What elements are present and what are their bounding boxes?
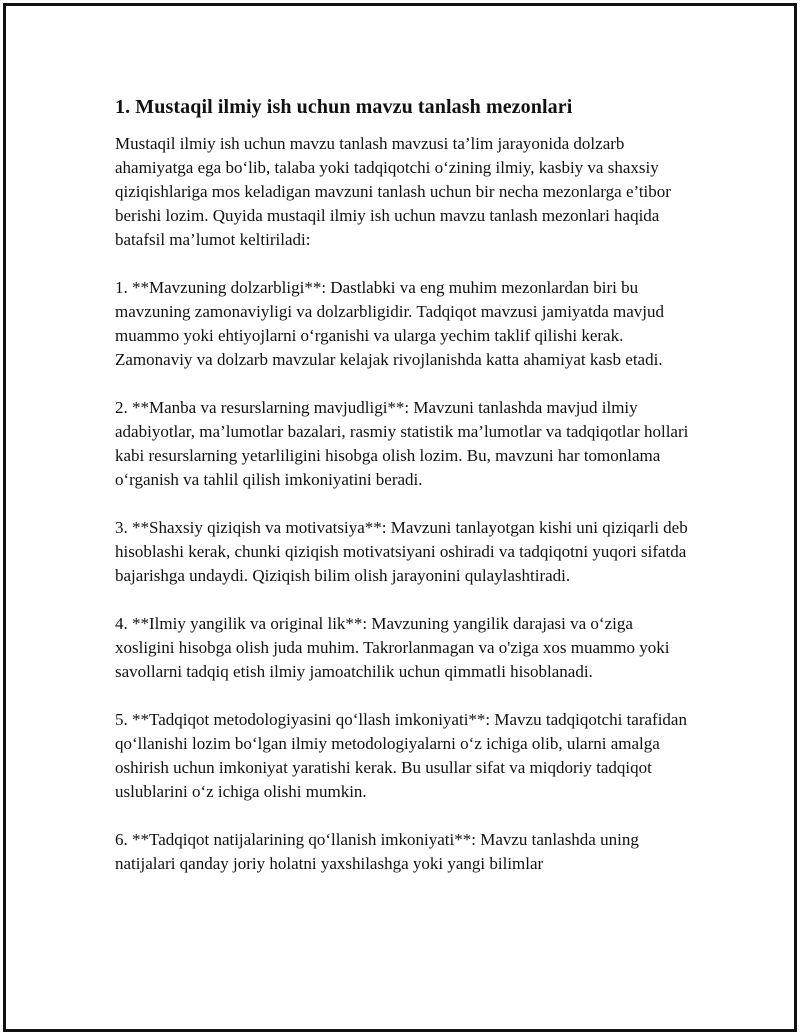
criterion-paragraph-2: 2. **Manba va resurslarning mavjudligi**: Mavzuni tanlashda mavjud ilmiy adabiyotlar, ma’lumotlar bazalari, rasmiy statistik ma’lumotlar va tadqiqotlar hollari kabi resurslarning yetarliligini hisobga olish lozim. Bu, mavzuni har tomonlama o‘rganish va tahlil qilish imkoniyatini beradi. xyxy=(115,398,689,489)
document-body xyxy=(115,94,695,900)
criterion-paragraph-6: 6. **Tadqiqot natijalarining qo‘llanish imkoniyati**: Mavzu tanlashda uning natijalari qanday joriy holatni yaxshilashga yoki yangi bilimlar xyxy=(115,830,639,873)
criterion-paragraph-3: 3. **Shaxsiy qiziqish va motivatsiya**: Mavzuni tanlayotgan kishi uni qiziqarli deb hisoblashi kerak, chunki qiziqish motivatsiyani oshiradi va tadqiqotni yuqori sifatda bajarishga undaydi. Qiziqish bilim olish jarayonini qulaylashtiradi. xyxy=(115,518,688,585)
criterion-paragraph-1: 1. **Mavzuning dolzarbligi**: Dastlabki va eng muhim mezonlardan biri bu mavzuning zamonaviyligi va dolzarbligidir. Tadqiqot mavzusi jamiyatda mavjud muammo yoki ehtiyojlarni o‘rganishi va ularga yechim taklif qilishi kerak. Zamonaviy va dolzarb mavzular kelajak rivojlanishda katta ahamiyat kasb etadi. xyxy=(115,278,664,369)
document-title: 1. Mustaqil ilmiy ish uchun mavzu tanlash mezonlari xyxy=(115,96,573,118)
criterion-paragraph-4: 4. **Ilmiy yangilik va original lik**: Mavzuning yangilik darajasi va o‘ziga xosligini hisobga olish juda muhim. Takrorlanmagan va o'ziga xos muammo yoki savollarni tadqiq etish ilmiy jamoatchilik uchun qimmatli hisoblanadi. xyxy=(115,614,670,681)
criterion-paragraph-5: 5. **Tadqiqot metodologiyasini qo‘llash imkoniyati**: Mavzu tadqiqotchi tarafidan qo‘llanishi lozim bo‘lgan ilmiy metodologiyalarni o‘z ichiga olib, ularni amalga oshirish uchun imkoniyat yaratishi kerak. Bu usullar sifat va miqdoriy tadqiqot uslublarini o‘z ichiga olishi mumkin. xyxy=(115,710,687,801)
intro-paragraph: Mustaqil ilmiy ish uchun mavzu tanlash mavzusi ta’lim jarayonida dolzarb ahamiyatga ega bo‘lib, talaba yoki tadqiqotchi o‘zining ilmiy, kasbiy va shaxsiy qiziqishlariga mos keladigan mavzuni tanlash uchun bir necha mezonlarga e’tibor berishi lozim. Quyida mustaqil ilmiy ish uchun mavzu tanlash mezonlari haqida batafsil ma’lumot keltiriladi: xyxy=(115,134,671,249)
